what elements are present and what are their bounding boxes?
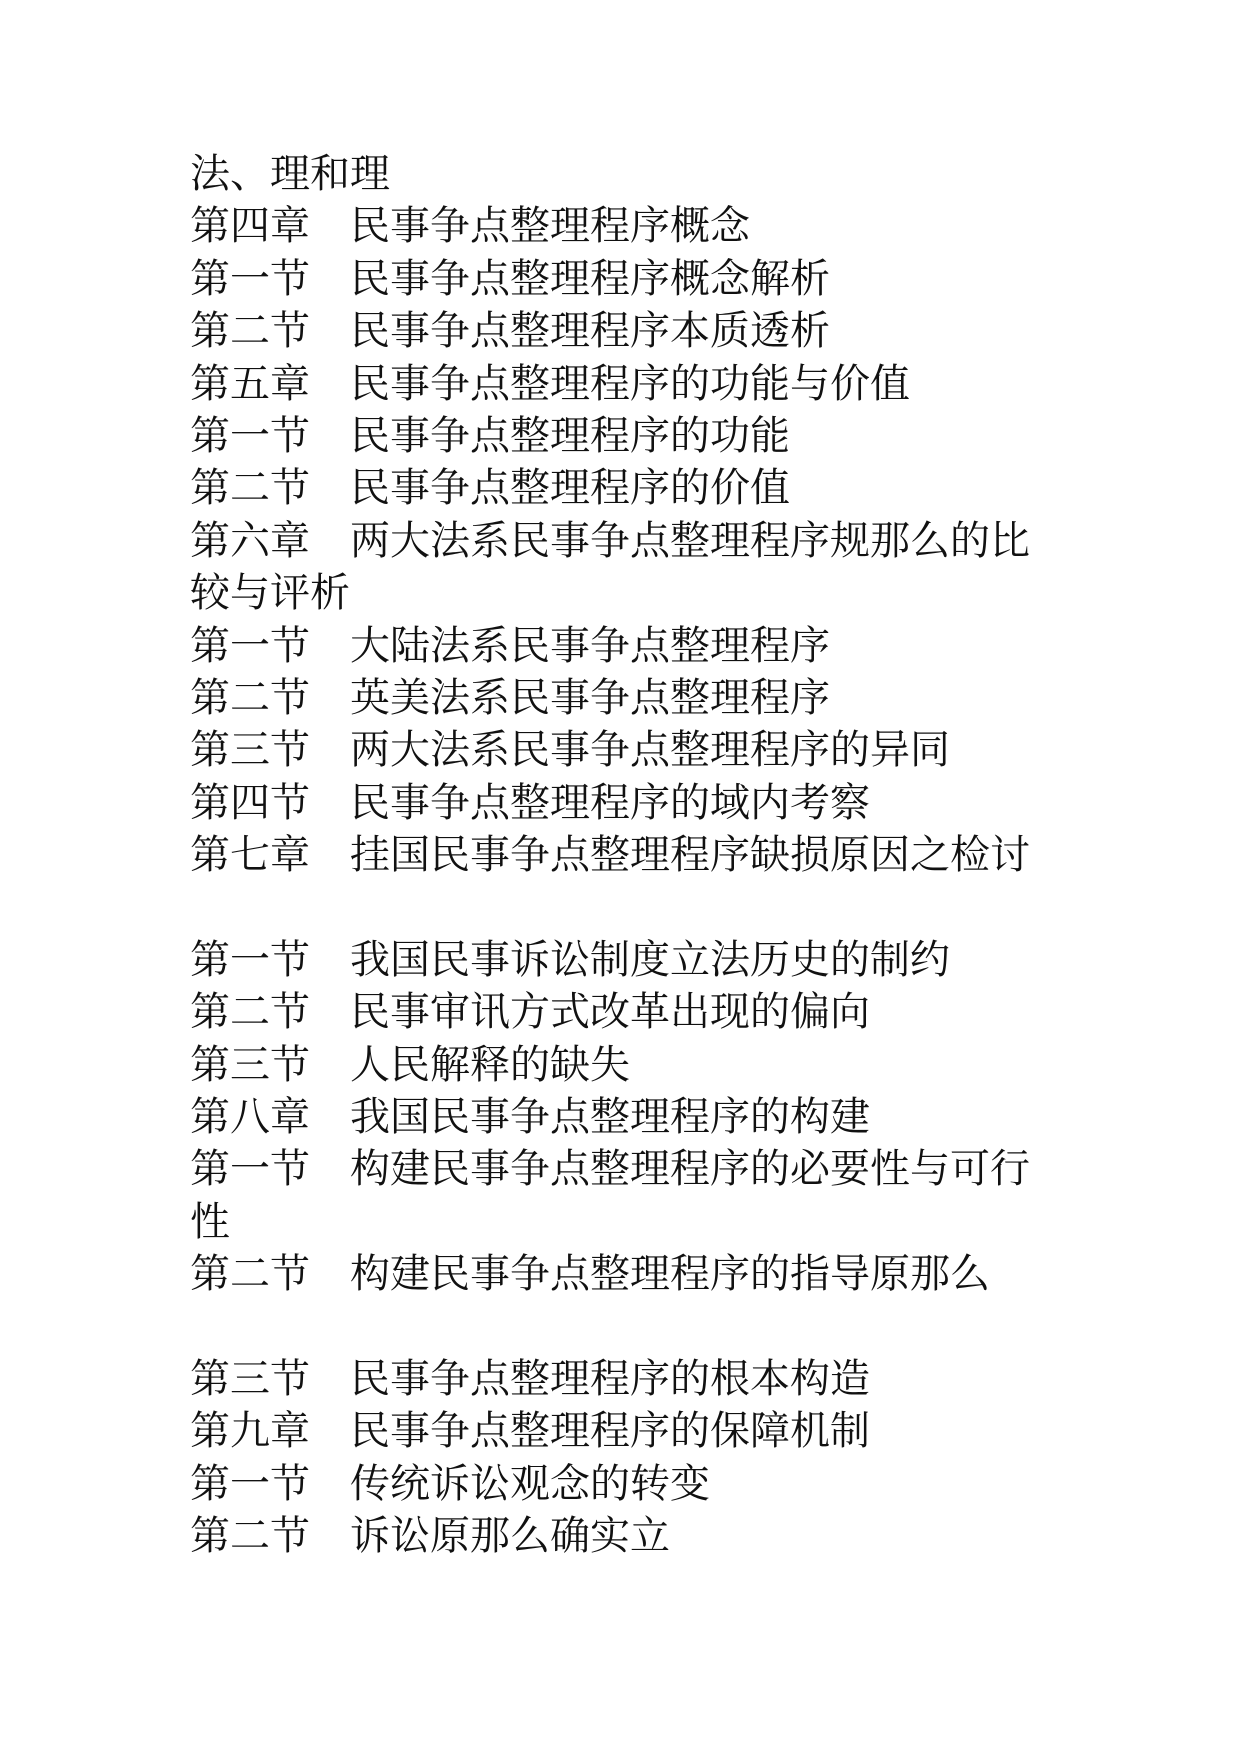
toc-line: 第八章 我国民事争点整理程序的构建 — [190, 1094, 870, 1141]
toc-line: 第一节 大陆法系民事争点整理程序 — [190, 622, 830, 669]
toc-line: 第五章 民事争点整理程序的功能与价值 — [190, 360, 910, 407]
toc-line: 第一节 传统诉讼观念的转变 — [190, 1460, 710, 1507]
table-of-contents — [190, 148, 1050, 1563]
toc-line: 第二节 民事争点整理程序的价值 — [190, 465, 790, 512]
toc-line: 第七章 挂国民事争点整理程序缺损原因之检讨 — [190, 832, 1030, 879]
toc-line: 第一节 民事争点整理程序的功能 — [190, 412, 790, 459]
toc-line: 第四章 民事争点整理程序概念 — [190, 203, 750, 250]
toc-line: 第九章 民事争点整理程序的保障机制 — [190, 1408, 870, 1455]
toc-line: 第一节 我国民事诉讼制度立法历史的制约 — [190, 936, 950, 983]
toc-line: 第六章 两大法系民事争点整理程序规那么的比 — [190, 517, 1030, 564]
toc-line: 法、理和理 — [190, 151, 390, 197]
toc-line: 较与评析 — [190, 570, 350, 617]
blank-line — [190, 881, 1050, 933]
toc-line: 第二节 诉讼原那么确实立 — [190, 1513, 670, 1560]
toc-line: 第三节 人民解释的缺失 — [190, 1041, 630, 1088]
toc-line: 第二节 英美法系民事争点整理程序 — [190, 674, 830, 721]
toc-line: 性 — [190, 1198, 230, 1245]
toc-line: 第二节 民事审讯方式改革出现的偏向 — [190, 989, 870, 1036]
toc-line: 第一节 民事争点整理程序概念解析 — [190, 255, 830, 302]
blank-line — [190, 1301, 1050, 1353]
toc-line: 第一节 构建民事争点整理程序的必要性与可行 — [190, 1146, 1030, 1193]
toc-line: 第四节 民事争点整理程序的域内考察 — [190, 779, 870, 826]
toc-line: 第三节 两大法系民事争点整理程序的异同 — [190, 727, 950, 774]
toc-line: 第二节 构建民事争点整理程序的指导原那么 — [190, 1251, 990, 1298]
toc-line: 第二节 民事争点整理程序本质透析 — [190, 308, 830, 355]
toc-line: 第三节 民事争点整理程序的根本构造 — [190, 1355, 870, 1402]
